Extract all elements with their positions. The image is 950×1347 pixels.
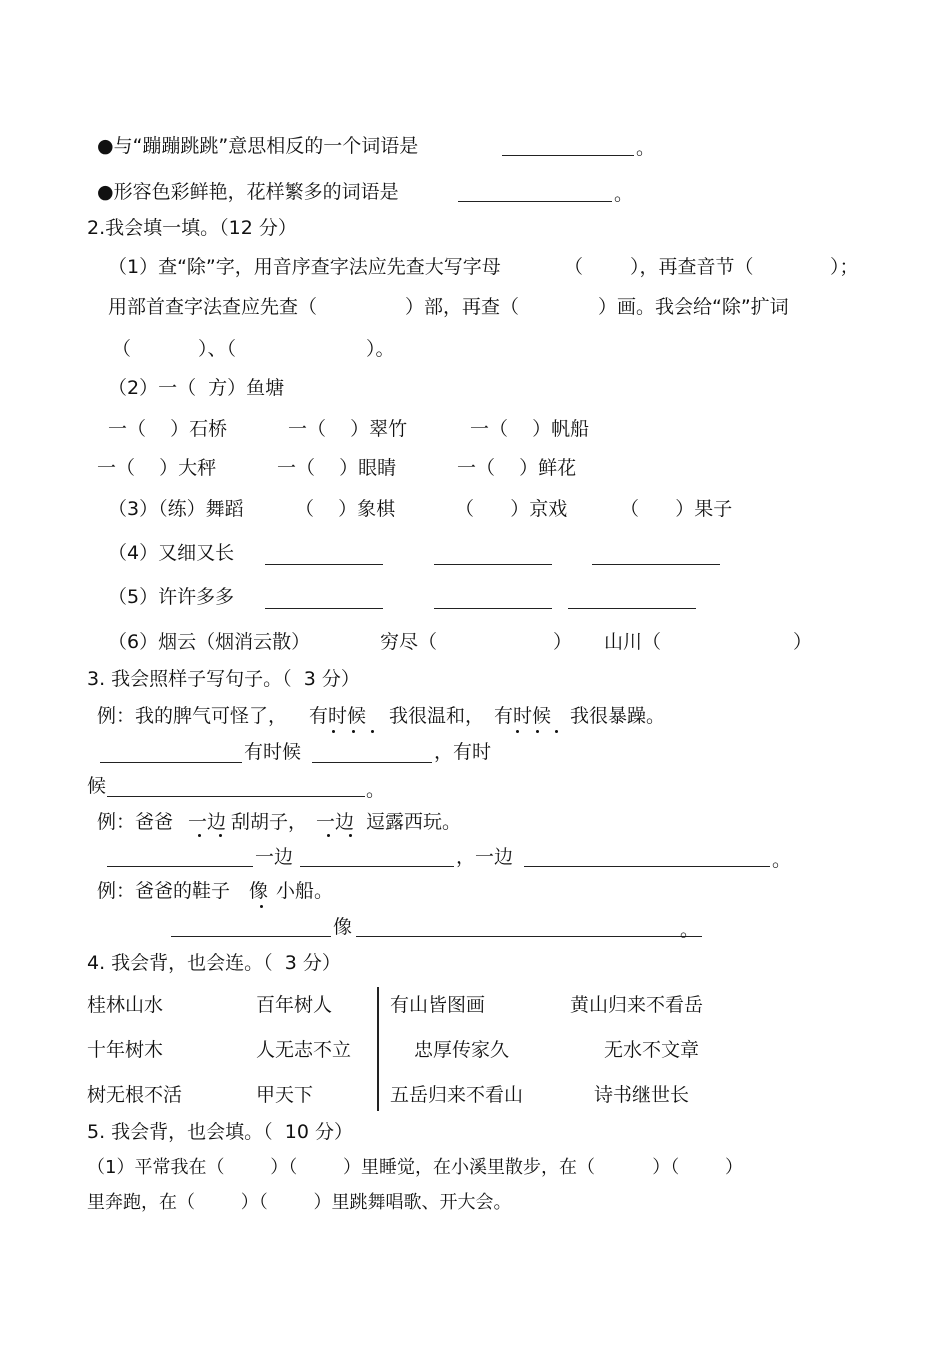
- emphasis-dot: [371, 730, 374, 733]
- period: 。: [680, 919, 700, 941]
- bullet-antonym: ●与“蹦蹦跳跳”意思相反的一个词语是: [97, 135, 419, 157]
- q3-ex3-keyword: 像: [249, 880, 269, 902]
- q3-ex3-text: 例：爸爸的鞋子: [97, 880, 231, 902]
- q3-ex1-text: 例：我的脾气可怪了，: [97, 705, 288, 727]
- blank[interactable]: [356, 936, 702, 937]
- q2-p5-label: （5）许许多多: [108, 586, 235, 608]
- q3-ex2-text: 例：爸爸: [97, 811, 174, 833]
- blank-colorful[interactable]: [458, 201, 612, 202]
- q2-p4-label: （4）又细又长: [108, 542, 235, 564]
- matching-item[interactable]: 人无志不立: [256, 1039, 352, 1061]
- period: 。: [614, 183, 634, 205]
- blank[interactable]: [434, 608, 552, 609]
- q3-ans1-text: 有时候: [244, 741, 302, 763]
- blank[interactable]: [300, 866, 454, 867]
- bullet-colorful: ●形容色彩鲜艳，花样繁多的词语是: [97, 181, 399, 203]
- emphasis-dot: [260, 905, 263, 908]
- emphasis-dot: [516, 730, 519, 733]
- q2-p6-exhaust: 穷尽（: [380, 631, 438, 653]
- q2-p1-bracket: ）。: [366, 338, 395, 360]
- q3-ans3-text: 像: [333, 916, 353, 938]
- blank[interactable]: [434, 564, 552, 565]
- q2-p1-expand: ）画。我会给“除”扩词: [598, 296, 789, 318]
- period: 。: [366, 779, 386, 801]
- matching-item[interactable]: 有山皆图画: [390, 994, 486, 1016]
- blank[interactable]: [171, 936, 331, 937]
- q2-p2-label: （2）一（ 方）鱼塘: [108, 377, 285, 399]
- emphasis-dot: [349, 834, 352, 837]
- q5-title: 5. 我会背，也会填。（ 10 分）: [87, 1121, 353, 1143]
- emphasis-dot: [536, 730, 539, 733]
- q2-p3-item: （ ）京戏: [455, 498, 568, 520]
- q2-p1-text: （1）查“除”字，用音序查字法应先查大写字母: [108, 256, 501, 278]
- q2-p2-item: 一（ ）石桥: [108, 418, 228, 440]
- matching-item[interactable]: 甲天下: [256, 1084, 314, 1106]
- q5-line: 里奔跑，在（ ）（ ）里跳舞唱歌、开大会。: [87, 1192, 512, 1213]
- q2-p6-label: （6）烟云（烟消云散）: [108, 631, 311, 653]
- q3-ex2-text: 刮胡子，: [231, 811, 308, 833]
- q3-ex2-keyword: 一边: [316, 811, 355, 833]
- q3-ex2-text: 逗露西玩。: [366, 811, 462, 833]
- blank[interactable]: [265, 564, 383, 565]
- q2-p1-bracket: ）、（: [198, 338, 237, 360]
- q2-p1-end: ）；: [830, 256, 859, 278]
- q2-p1-syllable: ），再查音节（: [630, 256, 754, 278]
- q4-title: 4. 我会背，也会连。（ 3 分）: [87, 952, 341, 974]
- q3-ans2-text: ，一边: [456, 846, 514, 868]
- blank[interactable]: [524, 866, 770, 867]
- q3-ex1-text: 我很温和，: [389, 705, 485, 727]
- q3-ex1-keyword: 有时候: [309, 705, 367, 727]
- q3-ex3-text: 小船。: [276, 880, 334, 902]
- q2-p2-item: 一（ ）鲜花: [457, 457, 577, 479]
- blank[interactable]: [100, 762, 242, 763]
- matching-item[interactable]: 百年树人: [256, 994, 333, 1016]
- q3-ex2-keyword: 一边: [188, 811, 227, 833]
- q3-ex1-keyword: 有时候: [494, 705, 552, 727]
- matching-item[interactable]: 五岳归来不看山: [390, 1084, 524, 1106]
- blank[interactable]: [312, 762, 432, 763]
- q2-p6-bracket: ）: [793, 631, 813, 653]
- matching-item[interactable]: 诗书继世长: [594, 1084, 690, 1106]
- q3-ex1-text: 我很暴躁。: [570, 705, 666, 727]
- q2-p1-radical: 用部首查字法查应先查（: [108, 296, 318, 318]
- q3-ans1-text: ，有时: [434, 741, 492, 763]
- q2-p6-bracket: ）: [553, 631, 573, 653]
- emphasis-dot: [219, 834, 222, 837]
- matching-item[interactable]: 十年树木: [87, 1039, 164, 1061]
- q2-title: 2.我会填一填。（12 分）: [87, 217, 297, 239]
- matching-item[interactable]: 无水不文章: [604, 1039, 700, 1061]
- q2-p2-item: 一（ ）大秤: [97, 457, 217, 479]
- q2-p1-strokes: ）部，再查（: [405, 296, 520, 318]
- emphasis-dot: [352, 730, 355, 733]
- period: 。: [772, 849, 792, 871]
- q2-p3-item: （ ）果子: [620, 498, 733, 520]
- matching-item[interactable]: 忠厚传家久: [414, 1039, 510, 1061]
- q5-line: （1）平常我在（ ）（ ）里睡觉，在小溪里散步，在（ ）（ ）: [87, 1157, 743, 1178]
- period: 。: [636, 137, 656, 159]
- matching-item[interactable]: 树无根不活: [87, 1084, 183, 1106]
- q3-title: 3. 我会照样子写句子。（ 3 分）: [87, 668, 360, 690]
- emphasis-dot: [332, 730, 335, 733]
- divider: [377, 987, 379, 1111]
- blank[interactable]: [265, 608, 383, 609]
- q2-p3-item: （ ）象棋: [295, 498, 396, 520]
- q2-p2-item: 一（ ）帆船: [470, 418, 590, 440]
- q2-p2-item: 一（ ）翠竹: [288, 418, 408, 440]
- blank[interactable]: [592, 564, 720, 565]
- emphasis-dot: [198, 834, 201, 837]
- emphasis-dot: [327, 834, 330, 837]
- q2-p1-bracket: （: [564, 256, 584, 278]
- matching-item[interactable]: 桂林山水: [87, 994, 164, 1016]
- emphasis-dot: [555, 730, 558, 733]
- q3-ans1-text: 候: [87, 775, 107, 797]
- q2-p1-bracket: （: [112, 338, 132, 360]
- blank-antonym[interactable]: [502, 155, 634, 156]
- q2-p2-item: 一（ ）眼睛: [277, 457, 397, 479]
- blank[interactable]: [107, 866, 253, 867]
- blank[interactable]: [107, 796, 365, 797]
- blank[interactable]: [568, 608, 696, 609]
- q3-ans2-text: 一边: [255, 846, 294, 868]
- q2-p6-mountains: 山川（: [604, 631, 662, 653]
- q2-p3-label: （3）（练）舞蹈: [108, 498, 244, 520]
- matching-item[interactable]: 黄山归来不看岳: [570, 994, 704, 1016]
